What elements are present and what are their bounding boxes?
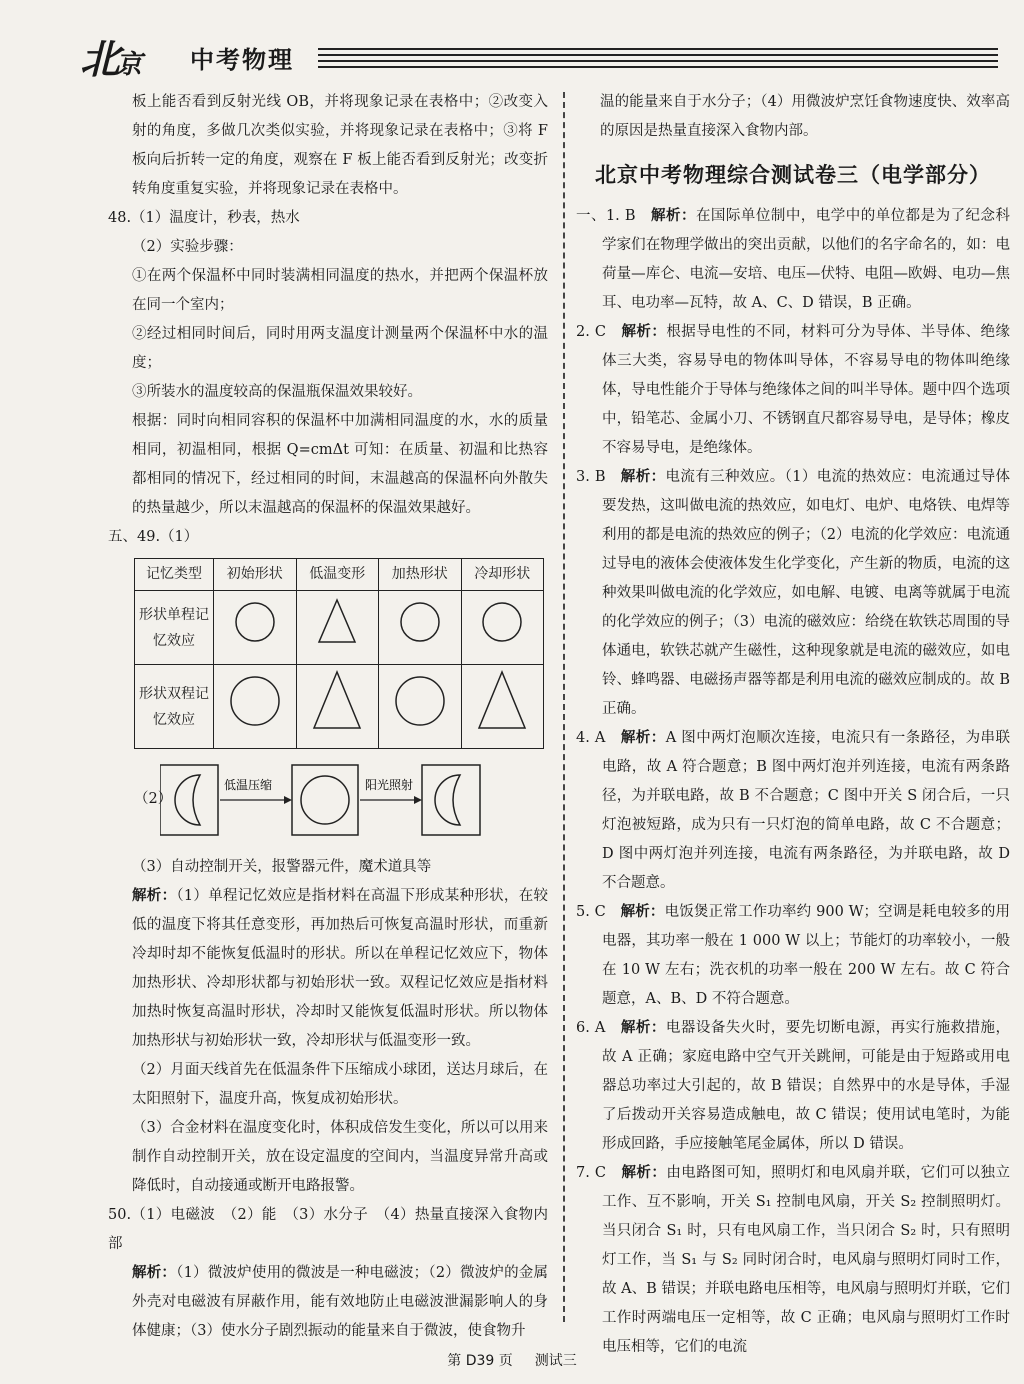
antenna-figure bbox=[108, 755, 548, 847]
circle-shape bbox=[214, 591, 297, 665]
header-title: 中考物理 bbox=[190, 46, 294, 74]
table-row bbox=[135, 591, 544, 665]
q50-analysis: 解析：（1）微波炉使用的微波是一种电磁波；（2）微波炉的金属外壳对电磁波有屏蔽作用，能有效地防止电磁波泄漏影响人的身体健康；（3）使水分子剧烈振动的能量来自于微波，使食物升 bbox=[132, 1265, 549, 1339]
q49-item3: （3）自动控制开关，报警器元件，魔术道具等 bbox=[132, 859, 432, 875]
triangle-shape bbox=[296, 665, 379, 749]
arrow-head-2 bbox=[414, 796, 422, 804]
q50-analysis-continuation: 温的能量来自于水分子；（4）用微波炉烹饪食物速度快、效率高的原因是热量直接深入食物内部。 bbox=[600, 94, 1010, 139]
q48-item2: （2）实验步骤： bbox=[132, 239, 243, 255]
triangle-shape bbox=[461, 665, 544, 749]
q50-answer: 50.（1）电磁波 （2）能 （3）水分子 （4）热量直接深入食物内部 bbox=[108, 1207, 548, 1252]
box-initial bbox=[160, 765, 218, 835]
table-header-row bbox=[135, 559, 544, 591]
circle-shape bbox=[461, 591, 544, 665]
q48-step2: ②经过相同时间后，同时用两支温度计测量两个保温杯中水的温度； bbox=[132, 326, 548, 371]
q48-basis: 根据：同时向相同容积的保温杯中加满相同温度的水，水的质量相同，初温相同，根据 Q=cmΔt 可知：在质量、初温和比热容都相同的情况下，经过相同的时间，末温越高的保温杯向外散失的热量越少，所以末温越高的保温杯的保温效果越好。 bbox=[132, 413, 548, 516]
circle-shape bbox=[379, 591, 462, 665]
answer-5: 5. C 解析：电饭煲正常工作功率约 900 W；空调是耗电较多的用电器，其功率一般在 1 000 W 以上；节能灯的功率较小，一般在 10 W 左右；洗衣机的功率一般在 200 W 左右。故 C 符合题意，A、B、D 不符合题意。 bbox=[576, 904, 1011, 1007]
arrow-head-1 bbox=[284, 796, 292, 804]
shape-memory-table bbox=[134, 558, 544, 749]
table-header-cell: 低温变形 bbox=[296, 559, 379, 591]
right-column bbox=[576, 88, 1010, 1362]
table-header-cell: 冷却形状 bbox=[461, 559, 544, 591]
page-number: 第 D39 页 bbox=[447, 1353, 513, 1369]
answer-4: 4. A 解析：A 图中两灯泡顺次连接，电流只有一条路径，为串联电路，故 A 符合题意；B 图中两灯泡并列连接，电流有两条路径，为并联电路，故 B 不合题意；C 图中开关 S 闭合后，一只灯泡被短路，成为只有一只灯泡的简单电路，故 C 不合题意；D 图中两灯泡并列连接，电流有两条路径，为并联电路，故 D 不合题意。 bbox=[576, 730, 1011, 891]
section-title: 北京中考物理综合测试卷三（电学部分） bbox=[595, 163, 991, 187]
left-column bbox=[108, 88, 548, 1346]
q47-continuation: 板上能否看到反射光线 OB，并将现象记录在表格中；②改变入射的角度，多做几次类似实验，并将现象记录在表格中；③将 F 板向后折转一定的角度，观察在 F 板上能否看到反射光；改变折转角度重复实验，并将现象记录在表格中。 bbox=[132, 94, 548, 197]
page-footer bbox=[0, 1350, 1024, 1370]
table-row bbox=[135, 665, 544, 749]
circle-shape bbox=[379, 665, 462, 749]
table-header-cell: 初始形状 bbox=[214, 559, 297, 591]
circle-shape bbox=[214, 665, 297, 749]
column-divider bbox=[563, 92, 565, 1322]
header-decorative-lines bbox=[318, 48, 998, 72]
arrow2-label: 阳光照射 bbox=[365, 778, 414, 792]
arrow1-label: 低温压缩 bbox=[224, 778, 273, 792]
q49-analysis-1: 解析：（1）单程记忆效应是指材料在高温下形成某种形状，在较低的温度下将其任意变形，再加热后可恢复高温时形状，而重新冷却时却不能恢复低温时的形状。所以在单程记忆效应下，物体加热形状、冷却形状都与初始形状一致。双程记忆效应是指材料加热时恢复高温时形状，冷却时又能恢复低温时形状。所以物体加热形状与初始形状一致，冷却形状与低温变形一致。 bbox=[132, 888, 548, 1049]
row-label-two-way: 形状双程记忆效应 bbox=[135, 665, 214, 749]
answer-1: 一、1. B 解析：在国际单位制中，电学中的单位都是为了纪念科学家们在物理学做出的突出贡献，以他们的名字命名的，如：电荷量—库仑、电流—安培、电压—伏特、电阻—欧姆、电功—焦耳、电功率—瓦特，故 A、C、D 错误，B 正确。 bbox=[576, 208, 1011, 311]
answer-7: 7. C 解析：由电路图可知，照明灯和电风扇并联，它们可以独立工作、互不影响，开关 S₁ 控制电风扇，开关 S₂ 控制照明灯。当只闭合 S₁ 时，只有电风扇工作，当只闭合 S₂ 时，只有照明灯工作，当 S₁ 与 S₂ 同时闭合时，电风扇与照明灯同时工作，故 A、B 错误；并联电路电压相等，电风扇与照明灯并联，它们工作时两端电压一定相等，故 C 正确；电风扇与照明灯工作时电压相等，它们的电流 bbox=[576, 1165, 1011, 1355]
figure-label: （2） bbox=[134, 791, 173, 807]
crescent-initial bbox=[175, 775, 200, 825]
q49-analysis-3: （3）合金材料在温度变化时，体积成倍发生变化，所以可以用来制作自动控制开关，放在设定温度的空间内，当温度异常升高或降低时，自动接通或断开电路报警。 bbox=[132, 1120, 548, 1194]
page-header bbox=[80, 28, 1000, 83]
crescent-restored bbox=[435, 775, 460, 825]
table-header-cell: 记忆类型 bbox=[135, 559, 214, 591]
q48-item1: 48.（1）温度计，秒表，热水 bbox=[108, 210, 300, 226]
triangle-shape bbox=[296, 591, 379, 665]
antenna-process-diagram bbox=[160, 755, 490, 845]
q48-step1: ①在两个保温杯中同时装满相同温度的热水，并把两个保温杯放在同一个室内； bbox=[132, 268, 548, 313]
answer-2: 2. C 解析：根据导电性的不同，材料可分为导体、半导体、绝缘体三大类，容易导电的物体叫导体，不容易导电的物体叫绝缘体，导电性能介于导体与绝缘体之间的叫半导体。题中四个选项中，铅笔芯、金属小刀、不锈钢直尺都容易导电，是导体；橡皮不容易导电，是绝缘体。 bbox=[576, 324, 1011, 456]
ball-compressed bbox=[301, 776, 349, 824]
answer-6: 6. A 解析：电器设备失火时，要先切断电源，再实行施救措施，故 A 正确；家庭电路中空气开关跳闸，可能是由于短路或用电器总功率过大引起的，故 B 错误；自然界中的水是导体，手湿了后拨动开关容易造成触电，故 C 错误；使用试电笔时，为能形成回路，手应接触笔尾金属体，所以 D 错误。 bbox=[576, 1020, 1011, 1152]
beijing-logo: 北京 bbox=[80, 36, 139, 83]
row-label-one-way: 形状单程记忆效应 bbox=[135, 591, 214, 665]
q49-head: 五、49.（1） bbox=[108, 529, 199, 545]
answer-3: 3. B 解析：电流有三种效应。（1）电流的热效应：电流通过导体要发热，这叫做电流的热效应，如电灯、电炉、电烙铁、电焊等利用的都是电流的热效应的例子；（2）电流的化学效应：电流通过导电的液体会使液体发生化学变化，产生新的物质，电流的这种效果叫做电流的化学效应，如电解、电镀、电离等就属于电流的化学效应的例子；（3）电流的磁效应：给绕在软铁芯周围的导体通电，软铁芯就产生磁性，这种现象就是电流的磁效应，如电铃、蜂鸣器、电磁扬声器等都是利用电流的磁效应制成的。故 B 正确。 bbox=[576, 469, 1011, 717]
q48-step3: ③所装水的温度较高的保温瓶保温效果较好。 bbox=[132, 384, 422, 400]
q49-analysis-2: （2）月面天线首先在低温条件下压缩成小球团，送达月球后，在太阳照射下，温度升高，恢复成初始形状。 bbox=[132, 1062, 548, 1107]
box-restored bbox=[422, 765, 480, 835]
table-header-cell: 加热形状 bbox=[379, 559, 462, 591]
test-label: 测试三 bbox=[534, 1353, 577, 1369]
